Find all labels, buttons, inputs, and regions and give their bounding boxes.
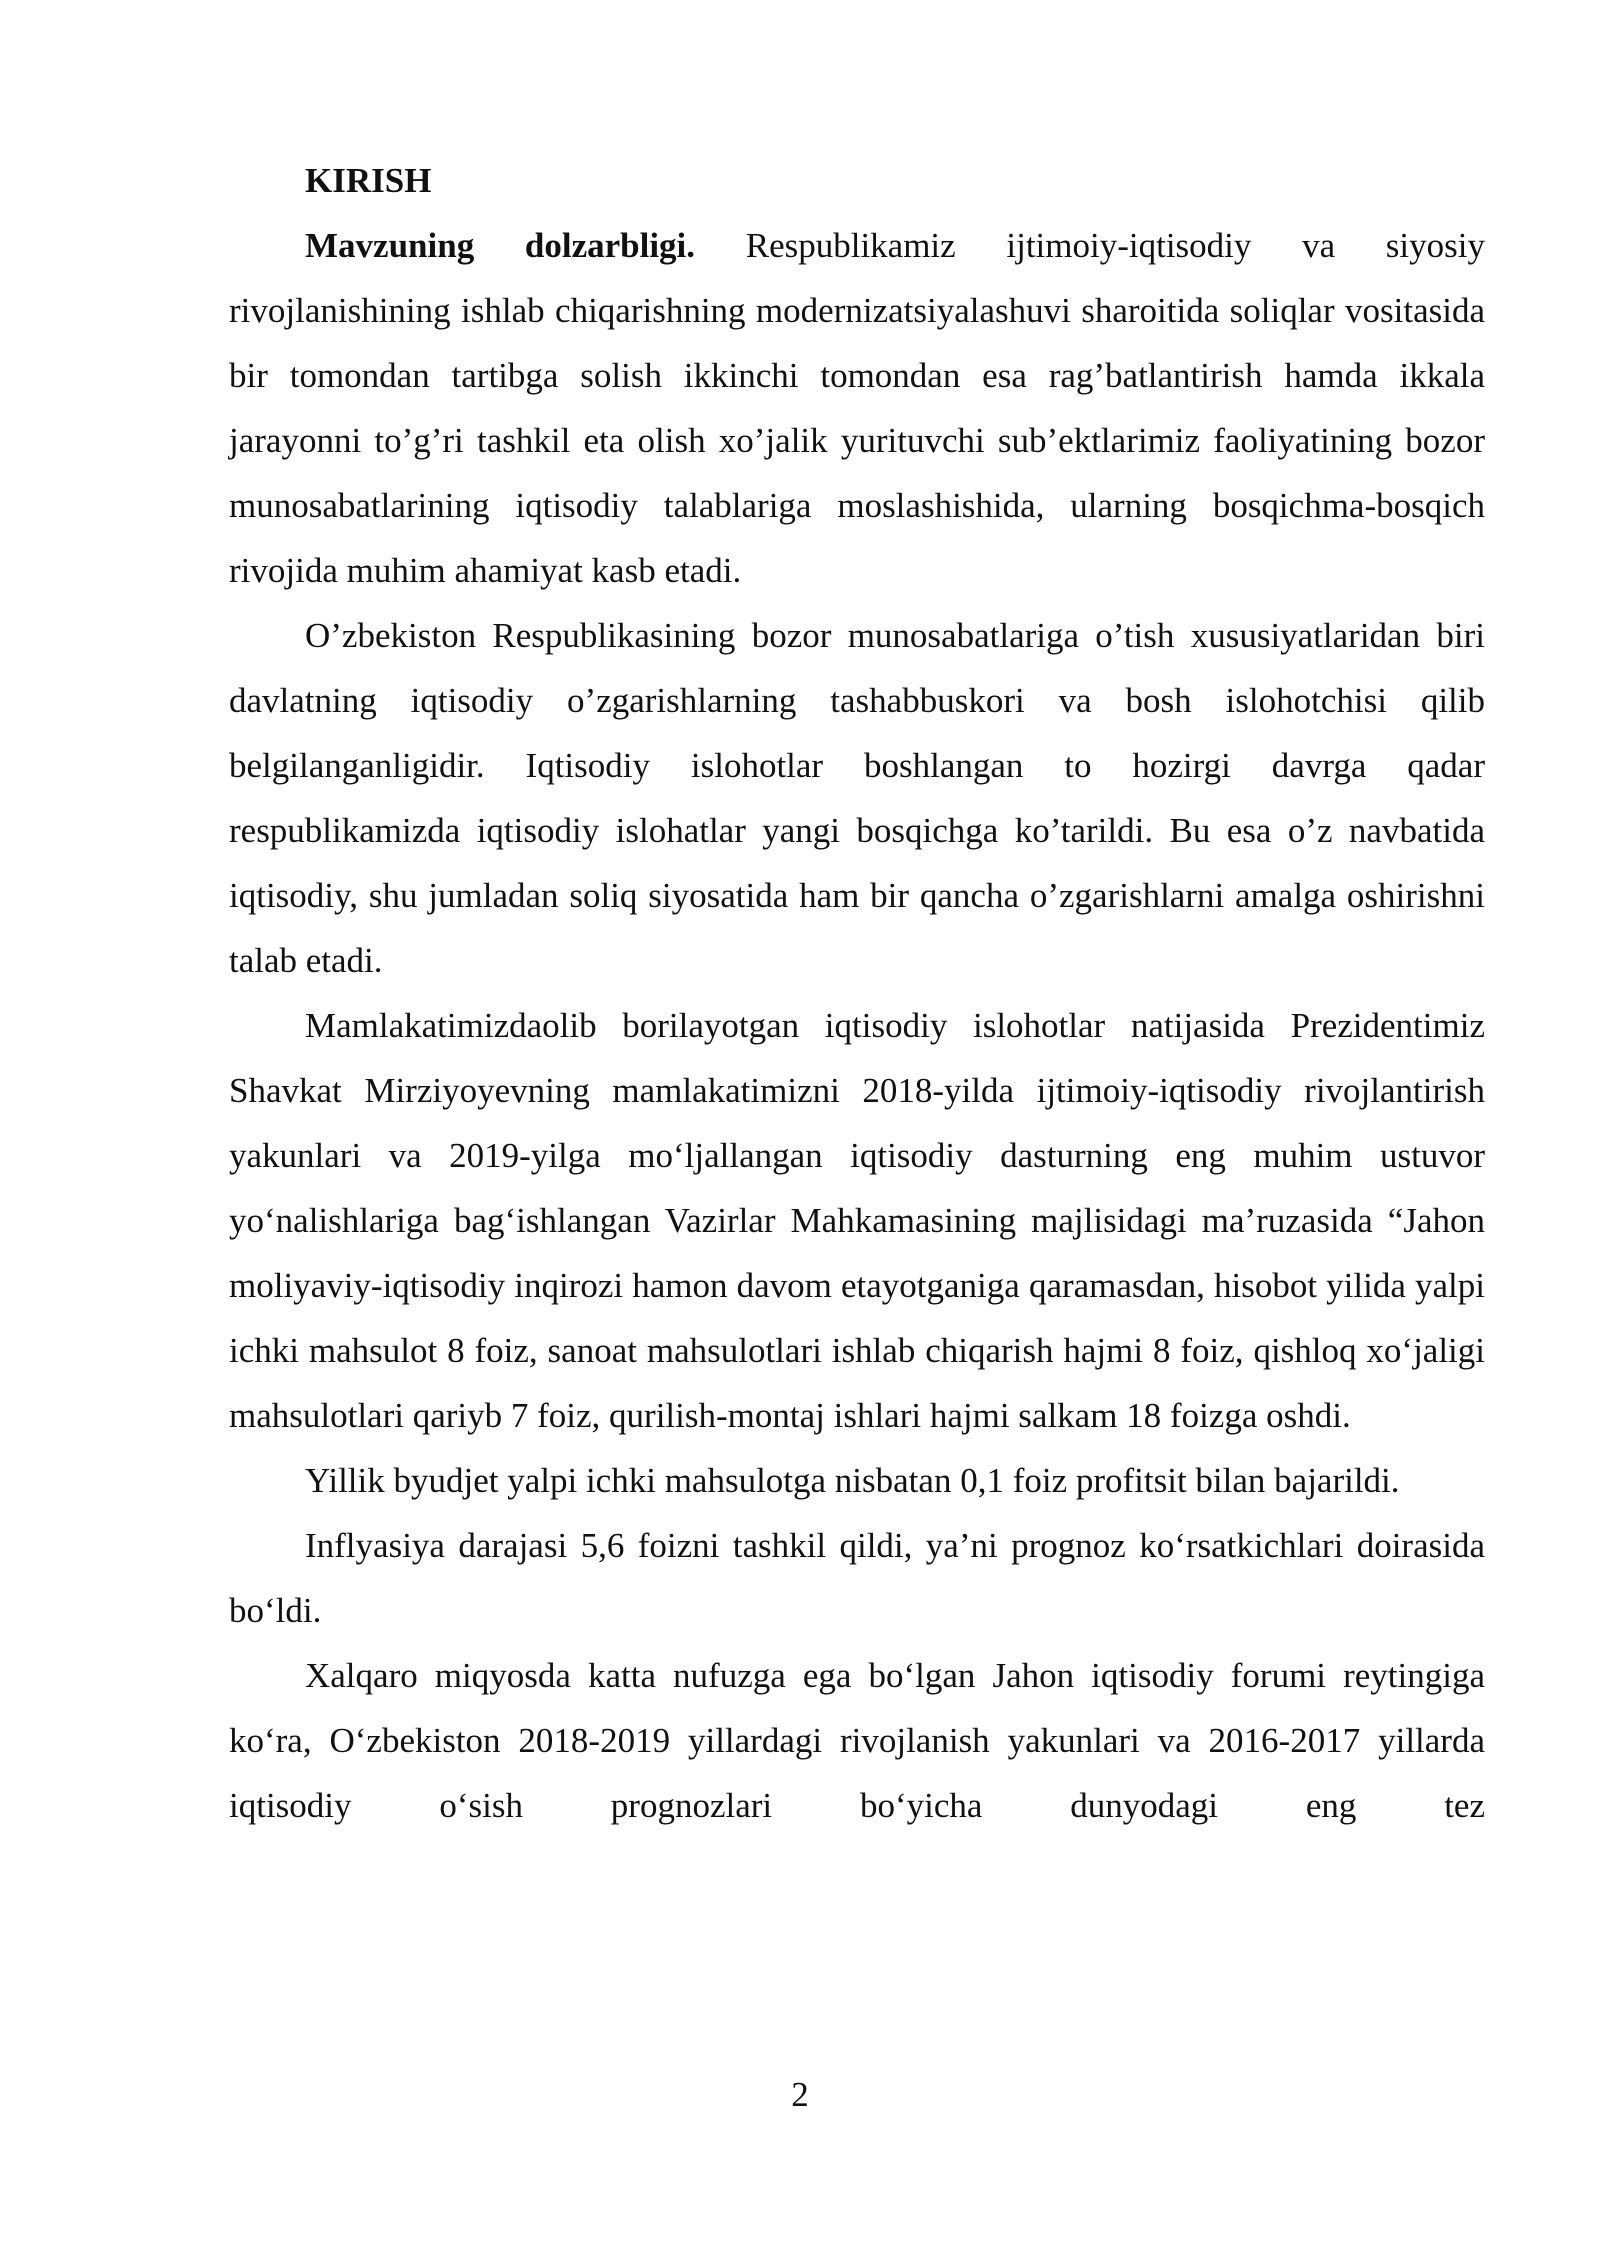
paragraph-reforms-results: Mamlakatimizdaolib borilayotgan iqtisodiy islohotlar natijasida Prezidentimiz Shavkat Mirziyoyevning mamlakatimizni 2018-yilda ijtimoiy-iqtisodiy rivojlantirish yakunlari va 2019-yilga mo‘ljallangan iqtisodiy dasturning eng muhim ustuvor yo‘nalishlariga bag‘ishlangan Vazirlar Mahkamasining majlisidagi ma’ruzasida “Jahon moliyaviy-iqtisodiy inqirozi hamon davom etayotganiga qaramasdan, hisobot yilida yalpi ichki mahsulot 8 foiz, sanoat mahsulotlari ishlab chiqarish hajmi 8 foiz, qishloq xo‘jaligi mahsulotlari qariyb 7 foiz, qurilish-montaj ishlari hajmi salkam 18 foizga oshdi.	[229, 1006, 1485, 1435]
section-heading: KIRISH	[305, 161, 432, 200]
paragraph-lead: Mavzuning dolzarbligi.	[305, 226, 696, 265]
paragraph-market-transition: O’zbekiston Respublikasining bozor munosabatlariga o’tish xususiyatlaridan biri davlatning iqtisodiy o’zgarishlarning tashabbuskori va bosh islohotchisi qilib belgilanganligidir. Iqtisodiy islohotlar boshlangan to hozirgi davrga qadar respublikamizda iqtisodiy islohatlar yangi bosqichga ko’tarildi. Bu esa o’z navbatida iqtisodiy, shu jumladan soliq siyosatida ham bir qancha o’zgarishlarni amalga oshirishni talab etadi.	[229, 616, 1485, 980]
paragraph-text: Respublikamiz ijtimoiy-iqtisodiy va siyosiy rivojlanishining ishlab chiqarishning modernizatsiyalashuvi sharoitida soliqlar vositasida bir tomondan tartibga solish ikkinchi tomondan esa rag’batlantirish hamda ikkala jarayonni to’g’ri tashkil eta olish xo’jalik yurituvchi sub’ektlarimiz faoliyatining bozor munosabatlarining iqtisodiy talablariga moslashishida, ularning bosqichma-bosqich rivojida muhim ahamiyat kasb etadi.	[229, 226, 1485, 590]
paragraph-inflation: Inflyasiya darajasi 5,6 foizni tashkil qildi, ya’ni prognoz ko‘rsatkichlari doirasida bo‘ldi.	[229, 1526, 1485, 1630]
paragraph-relevance	[229, 213, 1485, 603]
page-number: 2	[791, 2075, 809, 2114]
page-body	[229, 148, 1485, 1838]
paragraph-world-forum: Xalqaro miqyosda katta nufuzga ega bo‘lgan Jahon iqtisodiy forumi reytingiga ko‘ra, O‘zbekiston 2018-2019 yillardagi rivojlanish yakunlari va 2016-2017 yillarda iqtisodiy o‘sish prognozlari bo‘yicha dunyodagi eng tez	[229, 1656, 1485, 1825]
paragraph-budget: Yillik byudjet yalpi ichki mahsulotga nisbatan 0,1 foiz profitsit bilan bajarildi.	[305, 1461, 1400, 1500]
